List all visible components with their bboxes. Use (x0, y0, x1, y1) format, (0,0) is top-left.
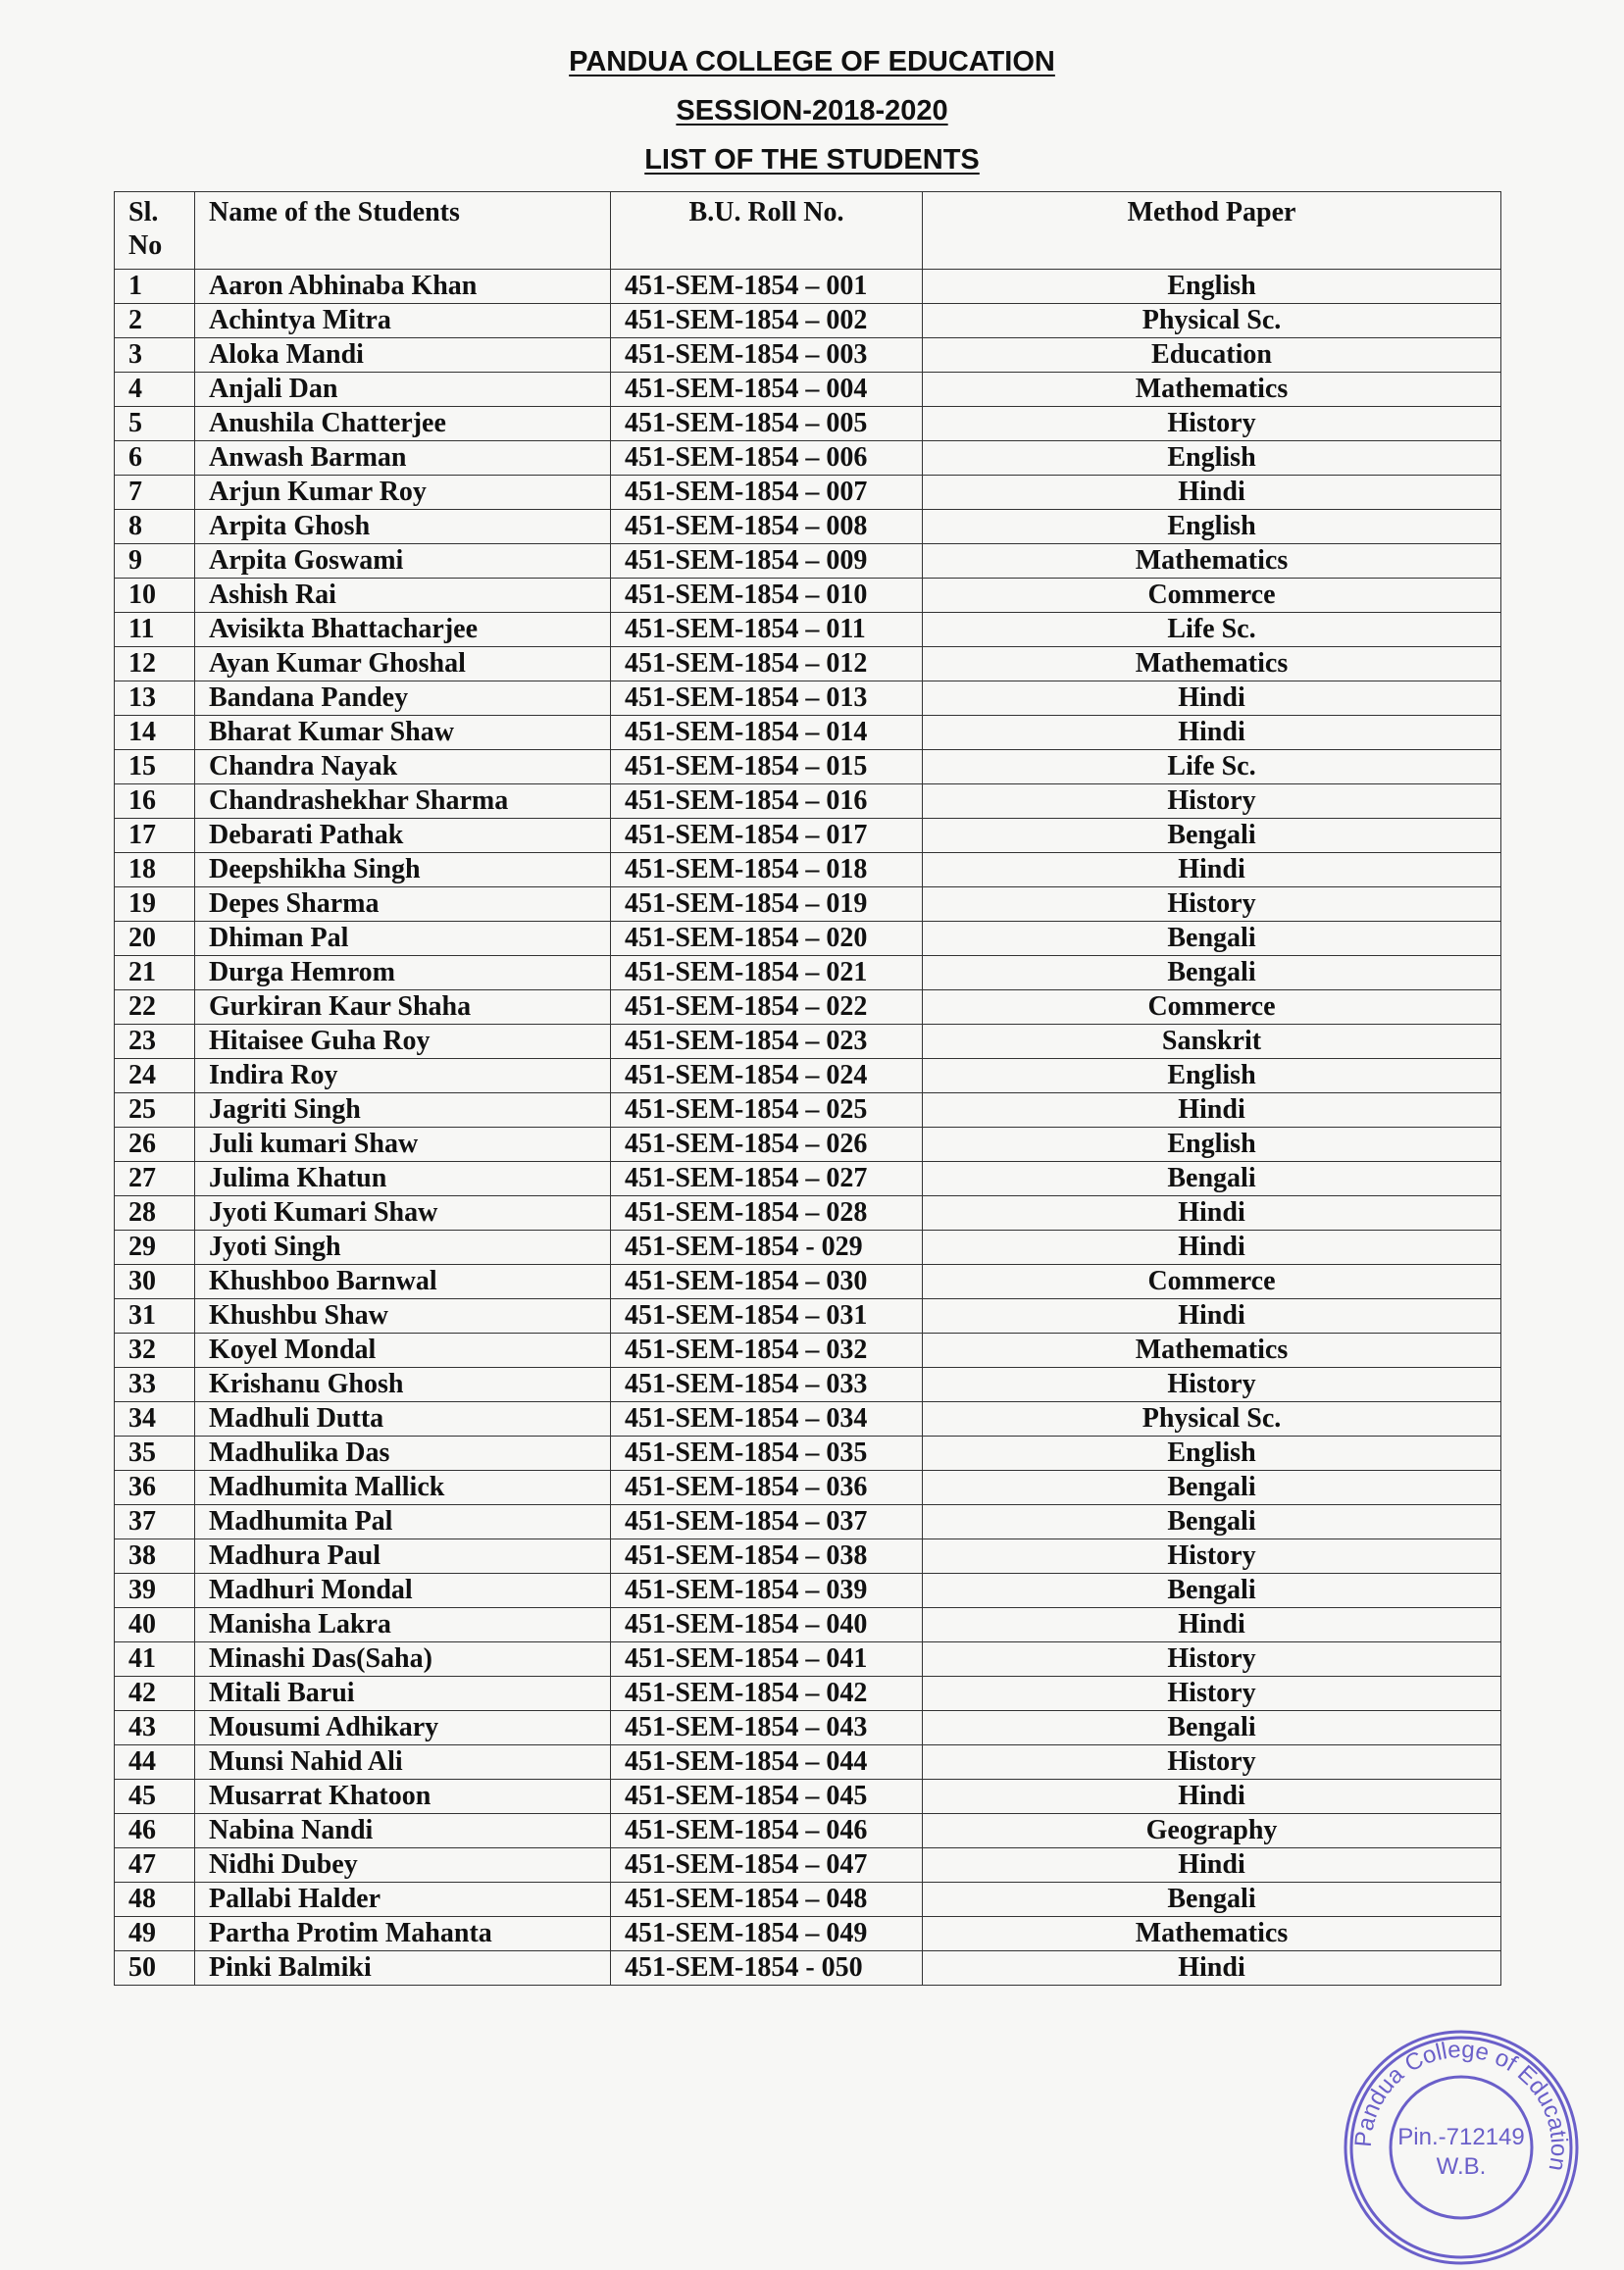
method-paper-cell: Physical Sc. (923, 304, 1501, 338)
table-row (115, 1025, 1501, 1059)
table-row (115, 1814, 1501, 1848)
student-name-cell: Deepshikha Singh (195, 853, 611, 887)
sl-cell: 36 (115, 1471, 195, 1505)
student-name-cell: Chandra Nayak (195, 750, 611, 784)
sl-cell: 14 (115, 716, 195, 750)
student-name-cell: Avisikta Bhattacharjee (195, 613, 611, 647)
method-paper-cell: Life Sc. (923, 613, 1501, 647)
sl-cell: 32 (115, 1334, 195, 1368)
method-paper-cell: Bengali (923, 956, 1501, 990)
table-row (115, 1299, 1501, 1334)
method-paper-cell: Bengali (923, 819, 1501, 853)
roll-number-cell: 451-SEM-1854 – 034 (611, 1402, 923, 1437)
method-paper-cell: English (923, 441, 1501, 476)
student-name-cell: Bharat Kumar Shaw (195, 716, 611, 750)
student-name-cell: Anjali Dan (195, 373, 611, 407)
seal-pin: Pin.-712149 (1397, 2124, 1525, 2150)
roll-number-cell: 451-SEM-1854 – 033 (611, 1368, 923, 1402)
roll-number-cell: 451-SEM-1854 – 017 (611, 819, 923, 853)
student-name-cell: Ayan Kumar Ghoshal (195, 647, 611, 681)
sl-cell: 17 (115, 819, 195, 853)
method-paper-cell: History (923, 1745, 1501, 1780)
roll-number-cell: 451-SEM-1854 – 041 (611, 1642, 923, 1677)
method-paper-cell: Hindi (923, 681, 1501, 716)
table-row (115, 579, 1501, 613)
table-row (115, 1951, 1501, 1986)
method-paper-cell: Mathematics (923, 1334, 1501, 1368)
method-paper-cell: Hindi (923, 853, 1501, 887)
sl-cell: 42 (115, 1677, 195, 1711)
roll-number-cell: 451-SEM-1854 – 006 (611, 441, 923, 476)
method-paper-cell: History (923, 887, 1501, 922)
sl-cell: 16 (115, 784, 195, 819)
method-paper-cell: English (923, 1059, 1501, 1093)
table-row (115, 1196, 1501, 1231)
method-paper-cell: Hindi (923, 1848, 1501, 1883)
student-name-cell: Arjun Kumar Roy (195, 476, 611, 510)
table-row (115, 1128, 1501, 1162)
table-row (115, 922, 1501, 956)
method-paper-cell: Hindi (923, 716, 1501, 750)
table-row (115, 956, 1501, 990)
sl-cell: 9 (115, 544, 195, 579)
method-paper-cell: Hindi (923, 1299, 1501, 1334)
method-paper-cell: Hindi (923, 1608, 1501, 1642)
roll-number-cell: 451-SEM-1854 – 015 (611, 750, 923, 784)
column-header-roll: B.U. Roll No. (611, 192, 923, 270)
sl-cell: 23 (115, 1025, 195, 1059)
roll-number-cell: 451-SEM-1854 – 037 (611, 1505, 923, 1539)
student-name-cell: Khushboo Barnwal (195, 1265, 611, 1299)
student-name-cell: Madhumita Mallick (195, 1471, 611, 1505)
table-row (115, 1505, 1501, 1539)
student-name-cell: Arpita Ghosh (195, 510, 611, 544)
table-row (115, 1059, 1501, 1093)
student-name-cell: Bandana Pandey (195, 681, 611, 716)
roll-number-cell: 451-SEM-1854 – 048 (611, 1883, 923, 1917)
method-paper-cell: Mathematics (923, 373, 1501, 407)
table-row (115, 1745, 1501, 1780)
roll-number-cell: 451-SEM-1854 – 019 (611, 887, 923, 922)
roll-number-cell: 451-SEM-1854 – 031 (611, 1299, 923, 1334)
method-paper-cell: English (923, 510, 1501, 544)
student-name-cell: Julima Khatun (195, 1162, 611, 1196)
roll-number-cell: 451-SEM-1854 – 027 (611, 1162, 923, 1196)
method-paper-cell: History (923, 1677, 1501, 1711)
student-name-cell: Achintya Mitra (195, 304, 611, 338)
method-paper-cell: Bengali (923, 1883, 1501, 1917)
seal-state: W.B. (1436, 2153, 1487, 2180)
roll-number-cell: 451-SEM-1854 – 001 (611, 270, 923, 304)
sl-cell: 37 (115, 1505, 195, 1539)
sl-cell: 49 (115, 1917, 195, 1951)
table-row (115, 1883, 1501, 1917)
student-name-cell: Juli kumari Shaw (195, 1128, 611, 1162)
roll-number-cell: 451-SEM-1854 – 022 (611, 990, 923, 1025)
roll-number-cell: 451-SEM-1854 – 023 (611, 1025, 923, 1059)
table-row (115, 1608, 1501, 1642)
sl-cell: 13 (115, 681, 195, 716)
student-name-cell: Jagriti Singh (195, 1093, 611, 1128)
column-header-method: Method Paper (923, 192, 1501, 270)
method-paper-cell: Bengali (923, 1505, 1501, 1539)
sl-cell: 21 (115, 956, 195, 990)
table-header-row (115, 192, 1501, 270)
student-name-cell: Manisha Lakra (195, 1608, 611, 1642)
roll-number-cell: 451-SEM-1854 – 005 (611, 407, 923, 441)
table-row (115, 1539, 1501, 1574)
sl-cell: 44 (115, 1745, 195, 1780)
table-row (115, 750, 1501, 784)
method-paper-cell: Geography (923, 1814, 1501, 1848)
table-row (115, 613, 1501, 647)
student-name-cell: Durga Hemrom (195, 956, 611, 990)
sl-cell: 43 (115, 1711, 195, 1745)
roll-number-cell: 451-SEM-1854 – 046 (611, 1814, 923, 1848)
list-title: LIST OF THE STUDENTS (644, 144, 980, 176)
sl-cell: 4 (115, 373, 195, 407)
sl-cell: 33 (115, 1368, 195, 1402)
sl-cell: 28 (115, 1196, 195, 1231)
sl-cell: 20 (115, 922, 195, 956)
method-paper-cell: Hindi (923, 1231, 1501, 1265)
student-name-cell: Debarati Pathak (195, 819, 611, 853)
method-paper-cell: Commerce (923, 990, 1501, 1025)
method-paper-cell: Bengali (923, 922, 1501, 956)
student-name-cell: Madhuri Mondal (195, 1574, 611, 1608)
sl-cell: 47 (115, 1848, 195, 1883)
sl-cell: 30 (115, 1265, 195, 1299)
method-paper-cell: Mathematics (923, 1917, 1501, 1951)
student-name-cell: Khushbu Shaw (195, 1299, 611, 1334)
student-name-cell: Madhura Paul (195, 1539, 611, 1574)
roll-number-cell: 451-SEM-1854 – 012 (611, 647, 923, 681)
sl-cell: 35 (115, 1437, 195, 1471)
roll-number-cell: 451-SEM-1854 – 030 (611, 1265, 923, 1299)
sl-cell: 31 (115, 1299, 195, 1334)
sl-cell: 6 (115, 441, 195, 476)
student-name-cell: Chandrashekhar Sharma (195, 784, 611, 819)
student-name-cell: Madhulika Das (195, 1437, 611, 1471)
method-paper-cell: Life Sc. (923, 750, 1501, 784)
method-paper-cell: Hindi (923, 1196, 1501, 1231)
student-name-cell: Depes Sharma (195, 887, 611, 922)
method-paper-cell: English (923, 1128, 1501, 1162)
student-name-cell: Nidhi Dubey (195, 1848, 611, 1883)
roll-number-cell: 451-SEM-1854 – 021 (611, 956, 923, 990)
roll-number-cell: 451-SEM-1854 – 020 (611, 922, 923, 956)
sl-cell: 29 (115, 1231, 195, 1265)
roll-number-cell: 451-SEM-1854 – 010 (611, 579, 923, 613)
sl-cell: 46 (115, 1814, 195, 1848)
student-name-cell: Jyoti Kumari Shaw (195, 1196, 611, 1231)
roll-number-cell: 451-SEM-1854 - 050 (611, 1951, 923, 1986)
method-paper-cell: History (923, 1368, 1501, 1402)
roll-number-cell: 451-SEM-1854 – 028 (611, 1196, 923, 1231)
table-row (115, 647, 1501, 681)
student-name-cell: Koyel Mondal (195, 1334, 611, 1368)
roll-number-cell: 451-SEM-1854 – 011 (611, 613, 923, 647)
table-row (115, 1780, 1501, 1814)
method-paper-cell: Commerce (923, 1265, 1501, 1299)
sl-cell: 2 (115, 304, 195, 338)
table-row (115, 407, 1501, 441)
method-paper-cell: Bengali (923, 1574, 1501, 1608)
roll-number-cell: 451-SEM-1854 – 042 (611, 1677, 923, 1711)
roll-number-cell: 451-SEM-1854 – 016 (611, 784, 923, 819)
table-row (115, 1917, 1501, 1951)
student-name-cell: Gurkiran Kaur Shaha (195, 990, 611, 1025)
sl-cell: 22 (115, 990, 195, 1025)
roll-number-cell: 451-SEM-1854 – 008 (611, 510, 923, 544)
roll-number-cell: 451-SEM-1854 – 018 (611, 853, 923, 887)
sl-cell: 45 (115, 1780, 195, 1814)
student-name-cell: Mitali Barui (195, 1677, 611, 1711)
method-paper-cell: Education (923, 338, 1501, 373)
sl-cell: 1 (115, 270, 195, 304)
student-name-cell: Madhumita Pal (195, 1505, 611, 1539)
student-name-cell: Pallabi Halder (195, 1883, 611, 1917)
student-name-cell: Partha Protim Mahanta (195, 1917, 611, 1951)
roll-number-cell: 451-SEM-1854 – 025 (611, 1093, 923, 1128)
student-name-cell: Aloka Mandi (195, 338, 611, 373)
sl-cell: 41 (115, 1642, 195, 1677)
table-row (115, 1402, 1501, 1437)
sl-cell: 12 (115, 647, 195, 681)
student-name-cell: Ashish Rai (195, 579, 611, 613)
table-row (115, 716, 1501, 750)
roll-number-cell: 451-SEM-1854 – 003 (611, 338, 923, 373)
method-paper-cell: Mathematics (923, 544, 1501, 579)
college-title: PANDUA COLLEGE OF EDUCATION (569, 46, 1055, 77)
table-row (115, 887, 1501, 922)
table-row (115, 853, 1501, 887)
sl-cell: 48 (115, 1883, 195, 1917)
method-paper-cell: History (923, 1539, 1501, 1574)
table-row (115, 510, 1501, 544)
sl-cell: 3 (115, 338, 195, 373)
method-paper-cell: Bengali (923, 1471, 1501, 1505)
roll-number-cell: 451-SEM-1854 – 049 (611, 1917, 923, 1951)
sl-cell: 40 (115, 1608, 195, 1642)
sl-cell: 38 (115, 1539, 195, 1574)
method-paper-cell: History (923, 407, 1501, 441)
sl-cell: 7 (115, 476, 195, 510)
student-name-cell: Krishanu Ghosh (195, 1368, 611, 1402)
session-title: SESSION-2018-2020 (676, 95, 948, 126)
sl-cell: 15 (115, 750, 195, 784)
student-name-cell: Minashi Das(Saha) (195, 1642, 611, 1677)
table-row (115, 1093, 1501, 1128)
column-header-name: Name of the Students (195, 192, 611, 270)
method-paper-cell: Hindi (923, 1780, 1501, 1814)
method-paper-cell: Physical Sc. (923, 1402, 1501, 1437)
table-row (115, 784, 1501, 819)
student-name-cell: Hitaisee Guha Roy (195, 1025, 611, 1059)
method-paper-cell: Sanskrit (923, 1025, 1501, 1059)
college-seal (1339, 2025, 1584, 2270)
table-row (115, 1334, 1501, 1368)
method-paper-cell: Bengali (923, 1162, 1501, 1196)
student-name-cell: Indira Roy (195, 1059, 611, 1093)
roll-number-cell: 451-SEM-1854 – 013 (611, 681, 923, 716)
table-row (115, 1265, 1501, 1299)
sl-cell: 11 (115, 613, 195, 647)
student-name-cell: Mousumi Adhikary (195, 1711, 611, 1745)
roll-number-cell: 451-SEM-1854 – 024 (611, 1059, 923, 1093)
roll-number-cell: 451-SEM-1854 – 032 (611, 1334, 923, 1368)
table-row (115, 1642, 1501, 1677)
sl-cell: 24 (115, 1059, 195, 1093)
table-row (115, 1471, 1501, 1505)
method-paper-cell: English (923, 1437, 1501, 1471)
table-row (115, 1231, 1501, 1265)
sl-cell: 25 (115, 1093, 195, 1128)
seal-outer-text: Pandua College of Education (1349, 2036, 1573, 2174)
roll-number-cell: 451-SEM-1854 – 014 (611, 716, 923, 750)
roll-number-cell: 451-SEM-1854 – 047 (611, 1848, 923, 1883)
roll-number-cell: 451-SEM-1854 – 038 (611, 1539, 923, 1574)
roll-number-cell: 451-SEM-1854 - 029 (611, 1231, 923, 1265)
table-row (115, 1848, 1501, 1883)
table-row (115, 373, 1501, 407)
sl-cell: 34 (115, 1402, 195, 1437)
method-paper-cell: History (923, 784, 1501, 819)
table-row (115, 1437, 1501, 1471)
table-row (115, 819, 1501, 853)
sl-cell: 8 (115, 510, 195, 544)
student-name-cell: Dhiman Pal (195, 922, 611, 956)
student-name-cell: Munsi Nahid Ali (195, 1745, 611, 1780)
sl-cell: 26 (115, 1128, 195, 1162)
table-row (115, 1711, 1501, 1745)
sl-cell: 39 (115, 1574, 195, 1608)
column-header-sl-no: Sl. No (115, 192, 195, 270)
table-row (115, 304, 1501, 338)
table-row (115, 476, 1501, 510)
student-name-cell: Musarrat Khatoon (195, 1780, 611, 1814)
table-row (115, 1677, 1501, 1711)
roll-number-cell: 451-SEM-1854 – 043 (611, 1711, 923, 1745)
students-table (114, 191, 1501, 1986)
method-paper-cell: Commerce (923, 579, 1501, 613)
method-paper-cell: Hindi (923, 476, 1501, 510)
method-paper-cell: English (923, 270, 1501, 304)
method-paper-cell: Hindi (923, 1093, 1501, 1128)
roll-number-cell: 451-SEM-1854 – 007 (611, 476, 923, 510)
sl-cell: 5 (115, 407, 195, 441)
table-row (115, 681, 1501, 716)
student-name-cell: Madhuli Dutta (195, 1402, 611, 1437)
roll-number-cell: 451-SEM-1854 – 045 (611, 1780, 923, 1814)
roll-number-cell: 451-SEM-1854 – 026 (611, 1128, 923, 1162)
roll-number-cell: 451-SEM-1854 – 004 (611, 373, 923, 407)
method-paper-cell: Hindi (923, 1951, 1501, 1986)
student-name-cell: Arpita Goswami (195, 544, 611, 579)
method-paper-cell: Bengali (923, 1711, 1501, 1745)
student-name-cell: Aaron Abhinaba Khan (195, 270, 611, 304)
roll-number-cell: 451-SEM-1854 – 039 (611, 1574, 923, 1608)
sl-cell: 10 (115, 579, 195, 613)
student-name-cell: Pinki Balmiki (195, 1951, 611, 1986)
roll-number-cell: 451-SEM-1854 – 035 (611, 1437, 923, 1471)
method-paper-cell: Mathematics (923, 647, 1501, 681)
table-row (115, 544, 1501, 579)
roll-number-cell: 451-SEM-1854 – 009 (611, 544, 923, 579)
table-row (115, 441, 1501, 476)
table-row (115, 1162, 1501, 1196)
student-name-cell: Anushila Chatterjee (195, 407, 611, 441)
sl-cell: 50 (115, 1951, 195, 1986)
sl-cell: 27 (115, 1162, 195, 1196)
roll-number-cell: 451-SEM-1854 – 002 (611, 304, 923, 338)
sl-cell: 18 (115, 853, 195, 887)
student-name-cell: Anwash Barman (195, 441, 611, 476)
sl-cell: 19 (115, 887, 195, 922)
table-row (115, 1368, 1501, 1402)
roll-number-cell: 451-SEM-1854 – 040 (611, 1608, 923, 1642)
table-row (115, 338, 1501, 373)
roll-number-cell: 451-SEM-1854 – 036 (611, 1471, 923, 1505)
roll-number-cell: 451-SEM-1854 – 044 (611, 1745, 923, 1780)
document-header (0, 37, 1624, 184)
table-row (115, 990, 1501, 1025)
table-row (115, 1574, 1501, 1608)
table-row (115, 270, 1501, 304)
method-paper-cell: History (923, 1642, 1501, 1677)
student-name-cell: Jyoti Singh (195, 1231, 611, 1265)
student-name-cell: Nabina Nandi (195, 1814, 611, 1848)
